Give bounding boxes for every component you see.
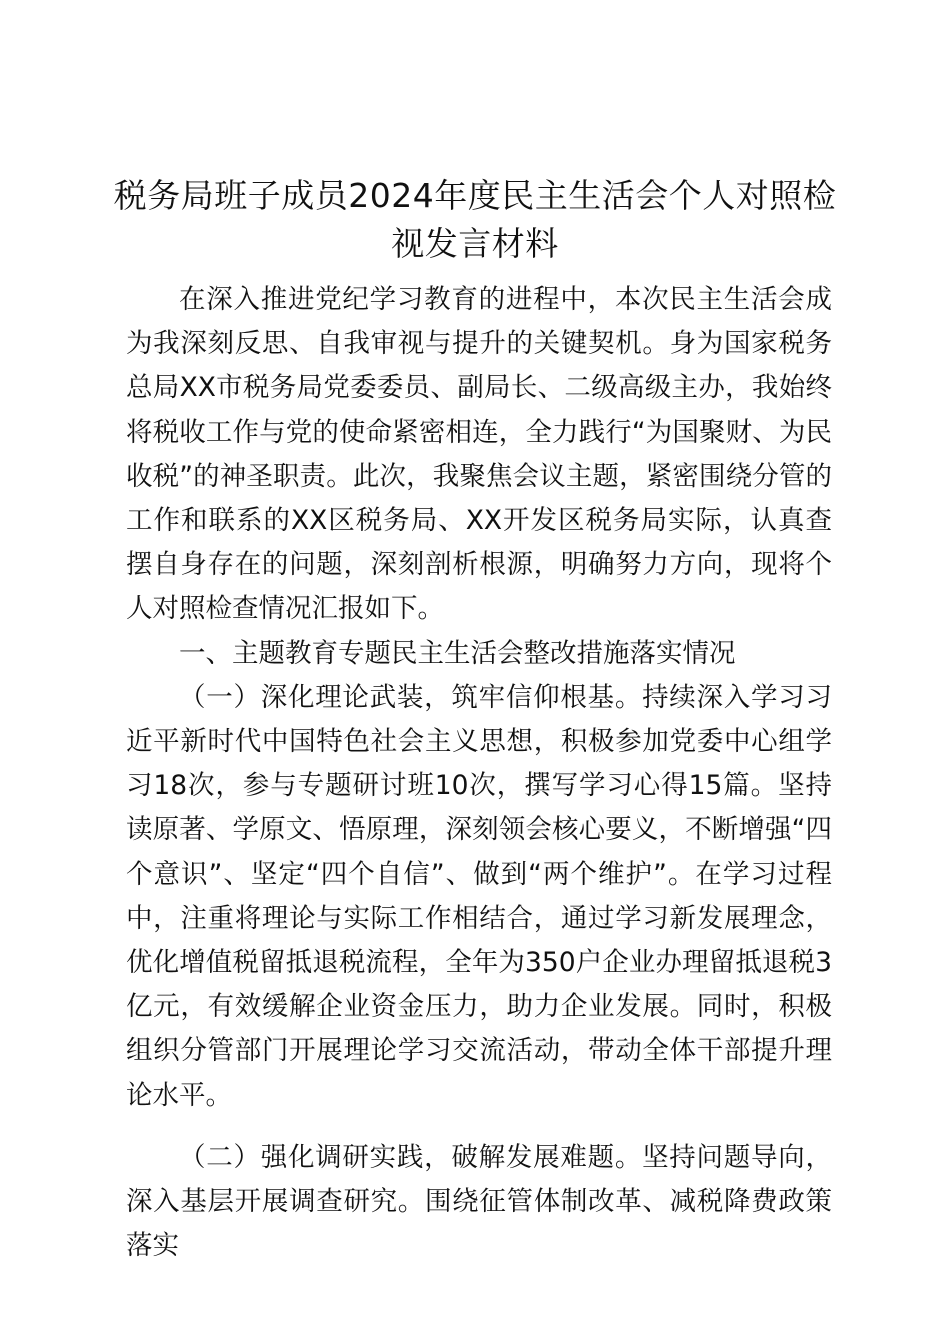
paragraph-intro: 在深入推进党纪学习教育的进程中，本次民主生活会成为我深刻反思、自我审视与提升的关键契机。身为国家税务总局XX市税务局党委委员、副局长、二级高级主办，我始终将税收工作与党的使命紧密相连，全力践行“为国聚财、为民收税”的神圣职责。此次，我聚焦会议主题，紧密围绕分管的工作和联系的XX区税务局、XX开发区税务局实际，认真查摆自身存在的问题，深刻剖析根源，明确努力方向，现将个人对照检查情况汇报如下。: [126, 284, 832, 625]
document-body: [126, 278, 832, 1268]
document-title: 税务局班子成员2024年度民主生活会个人对照检视发言材料: [113, 176, 837, 263]
paragraph-research: （二）强化调研实践，破解发展难题。坚持问题导向，深入基层开展调查研究。围绕征管体制改革、减税降费政策落实: [126, 1141, 832, 1262]
paragraph-theory: （一）深化理论武装，筑牢信仰根基。持续深入学习习近平新时代中国特色社会主义思想，积极参加党委中心组学习18次，参与专题研讨班10次，撰写学习心得15篇。坚持读原著、学原文、悟原理，深刻领会核心要义，不断增强“四个意识”、坚定“四个自信”、做到“两个维护”。在学习过程中，注重将理论与实际工作相结合，通过学习新发展理念，优化增值税留抵退税流程，全年为350户企业办理留抵退税3亿元，有效缓解企业资金压力，助力企业发展。同时，积极组织分管部门开展理论学习交流活动，带动全体干部提升理论水平。: [126, 681, 832, 1111]
section-heading-1: 一、主题教育专题民主生活会整改措施落实情况: [179, 637, 736, 669]
